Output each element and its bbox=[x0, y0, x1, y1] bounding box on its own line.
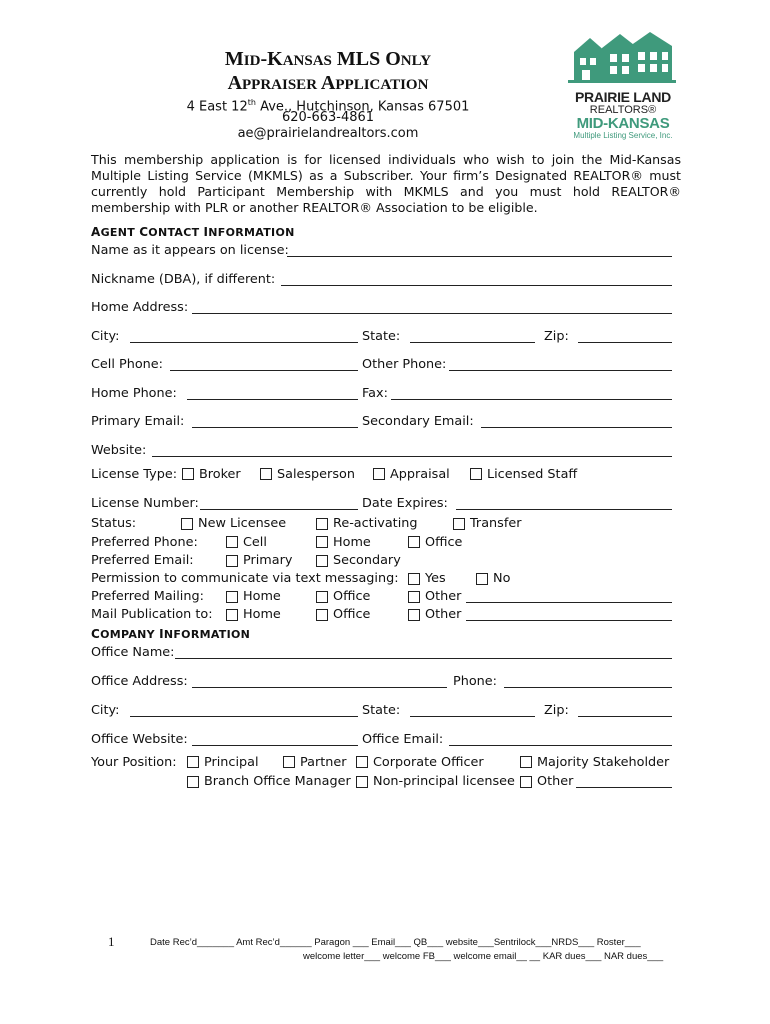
salesperson-checkbox[interactable] bbox=[260, 468, 272, 480]
houses-icon bbox=[568, 30, 678, 86]
cell-phone-label: Cell Phone: bbox=[91, 357, 163, 372]
pref-phone-office-label: Office bbox=[425, 535, 463, 550]
majority-stakeholder-label: Majority Stakeholder bbox=[537, 755, 670, 770]
agent-contact-heading: AGENT CONTACT INFORMATION bbox=[91, 225, 295, 239]
office-use-line-1: Date Rec’d_______ Amt Rec’d______ Paragon ___ Email___ QB___ website___Sentrilock___NRDS___ Roster___ bbox=[150, 937, 641, 948]
branch-manager-label: Branch Office Manager bbox=[204, 774, 351, 789]
licensed-staff-checkbox[interactable] bbox=[470, 468, 482, 480]
principal-checkbox[interactable] bbox=[187, 756, 199, 768]
pref-phone-cell-checkbox[interactable] bbox=[226, 536, 238, 548]
new-licensee-label: New Licensee bbox=[198, 516, 287, 531]
pref-mailing-office-checkbox[interactable] bbox=[316, 591, 328, 603]
new-licensee-checkbox[interactable] bbox=[181, 518, 193, 530]
broker-checkbox[interactable] bbox=[182, 468, 194, 480]
logo-text-prairie-land: PRAIRIE LAND bbox=[575, 89, 671, 105]
licensed-staff-label: Licensed Staff bbox=[487, 467, 578, 482]
secondary-email-label: Secondary Email: bbox=[362, 414, 474, 429]
logo-text-realtors: REALTORS® bbox=[589, 104, 657, 116]
form-title: MID-KANSAS MLS ONLY bbox=[224, 48, 432, 70]
website-field[interactable] bbox=[152, 456, 672, 457]
page-number: 1 bbox=[108, 934, 115, 949]
cell-phone-field[interactable] bbox=[170, 370, 358, 371]
reactivating-checkbox[interactable] bbox=[316, 518, 328, 530]
preferred-mailing-label: Preferred Mailing: bbox=[91, 589, 204, 604]
home-address-label: Home Address: bbox=[91, 300, 189, 315]
company-state-field[interactable] bbox=[410, 716, 535, 717]
office-website-label: Office Website: bbox=[91, 732, 188, 747]
name-label: Name as it appears on license: bbox=[91, 243, 289, 258]
license-type-label: License Type: bbox=[91, 467, 178, 482]
broker-label: Broker bbox=[199, 467, 241, 482]
pref-mailing-other-field[interactable] bbox=[466, 602, 672, 603]
company-info-heading: COMPANY INFORMATION bbox=[91, 627, 251, 641]
logo-text-mls: Multiple Listing Service, Inc. bbox=[573, 131, 673, 140]
form-subtitle: APPRAISER APPLICATION bbox=[227, 72, 429, 94]
preferred-email-label: Preferred Email: bbox=[91, 553, 194, 568]
home-phone-label: Home Phone: bbox=[91, 386, 177, 401]
text-permission-label: Permission to communicate via text messaging: bbox=[91, 571, 399, 586]
pref-phone-office-checkbox[interactable] bbox=[408, 536, 420, 548]
state-label: State: bbox=[362, 329, 401, 344]
non-principal-checkbox[interactable] bbox=[356, 776, 368, 788]
pref-phone-home-label: Home bbox=[333, 535, 371, 550]
zip-field[interactable] bbox=[578, 342, 672, 343]
home-phone-field[interactable] bbox=[187, 399, 358, 400]
office-phone-field[interactable] bbox=[504, 687, 672, 688]
pref-mailing-other-checkbox[interactable] bbox=[408, 591, 420, 603]
logo-text-mid-kansas: MID-KANSAS bbox=[576, 115, 670, 132]
license-number-field[interactable] bbox=[200, 509, 358, 510]
pref-email-secondary-checkbox[interactable] bbox=[316, 555, 328, 567]
home-address-field[interactable] bbox=[192, 313, 672, 314]
office-address-field[interactable] bbox=[192, 687, 447, 688]
company-state-label: State: bbox=[362, 703, 401, 718]
principal-label: Principal bbox=[204, 755, 259, 770]
intro-paragraph: This membership application is for licensed individuals who wish to join the Mid-Kansas Multiple Listing Service (MKMLS) as a Subscriber. Your firm’s Designated REALTOR® must currently hold Participant Membership with MKMLS and you must hold REALTOR® membership with PLR or another REALTOR® Association to be eligible. bbox=[91, 152, 681, 215]
state-field[interactable] bbox=[410, 342, 535, 343]
fax-field[interactable] bbox=[391, 399, 672, 400]
primary-email-field[interactable] bbox=[192, 427, 358, 428]
pref-mailing-office-label: Office bbox=[333, 589, 371, 604]
pref-email-primary-checkbox[interactable] bbox=[226, 555, 238, 567]
office-email-label: Office Email: bbox=[362, 732, 444, 747]
pref-mailing-home-checkbox[interactable] bbox=[226, 591, 238, 603]
company-city-field[interactable] bbox=[130, 716, 358, 717]
mail-pub-home-checkbox[interactable] bbox=[226, 609, 238, 621]
appraisal-label: Appraisal bbox=[390, 467, 450, 482]
transfer-checkbox[interactable] bbox=[453, 518, 465, 530]
non-principal-label: Non-principal licensee bbox=[373, 774, 515, 789]
mail-pub-home-label: Home bbox=[243, 607, 281, 622]
mail-pub-other-field[interactable] bbox=[466, 620, 672, 621]
pref-phone-home-checkbox[interactable] bbox=[316, 536, 328, 548]
mail-pub-other-checkbox[interactable] bbox=[408, 609, 420, 621]
corporate-officer-checkbox[interactable] bbox=[356, 756, 368, 768]
position-label: Your Position: bbox=[91, 755, 177, 770]
corporate-officer-label: Corporate Officer bbox=[373, 755, 484, 770]
primary-email-label: Primary Email: bbox=[91, 414, 185, 429]
pref-email-primary-label: Primary bbox=[243, 553, 293, 568]
mail-publication-label: Mail Publication to: bbox=[91, 607, 213, 622]
text-permission-yes-label: Yes bbox=[425, 571, 446, 586]
pref-email-secondary-label: Secondary bbox=[333, 553, 401, 568]
mail-pub-office-checkbox[interactable] bbox=[316, 609, 328, 621]
nickname-label: Nickname (DBA), if different: bbox=[91, 272, 276, 287]
pref-mailing-other-label: Other bbox=[425, 589, 462, 604]
office-phone: 620-663-4861 bbox=[281, 110, 375, 125]
website-label: Website: bbox=[91, 443, 147, 458]
position-other-label: Other bbox=[537, 774, 574, 789]
company-zip-field[interactable] bbox=[578, 716, 672, 717]
office-phone-label: Phone: bbox=[453, 674, 497, 689]
preferred-phone-label: Preferred Phone: bbox=[91, 535, 198, 550]
office-address-label: Office Address: bbox=[91, 674, 188, 689]
reactivating-label: Re-activating bbox=[333, 516, 418, 531]
majority-stakeholder-checkbox[interactable] bbox=[520, 756, 532, 768]
office-address: 4 East 12th Ave., Hutchinson, Kansas 67501 bbox=[186, 98, 470, 115]
branch-manager-checkbox[interactable] bbox=[187, 776, 199, 788]
other-phone-field[interactable] bbox=[449, 370, 672, 371]
text-permission-no-checkbox[interactable] bbox=[476, 573, 488, 585]
city-label: City: bbox=[91, 329, 120, 344]
transfer-label: Transfer bbox=[470, 516, 522, 531]
office-use-line-2: welcome letter___ welcome FB___ welcome email__ __ KAR dues___ NAR dues___ bbox=[303, 951, 664, 962]
office-name-field[interactable] bbox=[175, 658, 672, 659]
pref-mailing-home-label: Home bbox=[243, 589, 281, 604]
position-other-checkbox[interactable] bbox=[520, 776, 532, 788]
office-email: ae@prairielandrealtors.com bbox=[237, 126, 419, 141]
zip-label: Zip: bbox=[544, 329, 569, 344]
date-expires-field[interactable] bbox=[456, 509, 672, 510]
partner-label: Partner bbox=[300, 755, 347, 770]
salesperson-label: Salesperson bbox=[277, 467, 355, 482]
company-zip-label: Zip: bbox=[544, 703, 569, 718]
license-number-label: License Number: bbox=[91, 496, 199, 511]
appraisal-checkbox[interactable] bbox=[373, 468, 385, 480]
nickname-field[interactable] bbox=[281, 285, 672, 286]
city-field[interactable] bbox=[130, 342, 358, 343]
prairie-land-logo bbox=[568, 30, 678, 140]
office-name-label: Office Name: bbox=[91, 645, 175, 660]
pref-phone-cell-label: Cell bbox=[243, 535, 267, 550]
mail-pub-office-label: Office bbox=[333, 607, 371, 622]
status-label: Status: bbox=[91, 516, 137, 531]
mail-pub-other-label: Other bbox=[425, 607, 462, 622]
company-city-label: City: bbox=[91, 703, 120, 718]
position-other-field[interactable] bbox=[576, 787, 672, 788]
office-website-field[interactable] bbox=[192, 745, 358, 746]
other-phone-label: Other Phone: bbox=[362, 357, 447, 372]
secondary-email-field[interactable] bbox=[481, 427, 672, 428]
text-permission-no-label: No bbox=[493, 571, 511, 586]
fax-label: Fax: bbox=[362, 386, 388, 401]
name-field[interactable] bbox=[287, 256, 672, 257]
office-email-field[interactable] bbox=[449, 745, 672, 746]
text-permission-yes-checkbox[interactable] bbox=[408, 573, 420, 585]
partner-checkbox[interactable] bbox=[283, 756, 295, 768]
date-expires-label: Date Expires: bbox=[362, 496, 448, 511]
